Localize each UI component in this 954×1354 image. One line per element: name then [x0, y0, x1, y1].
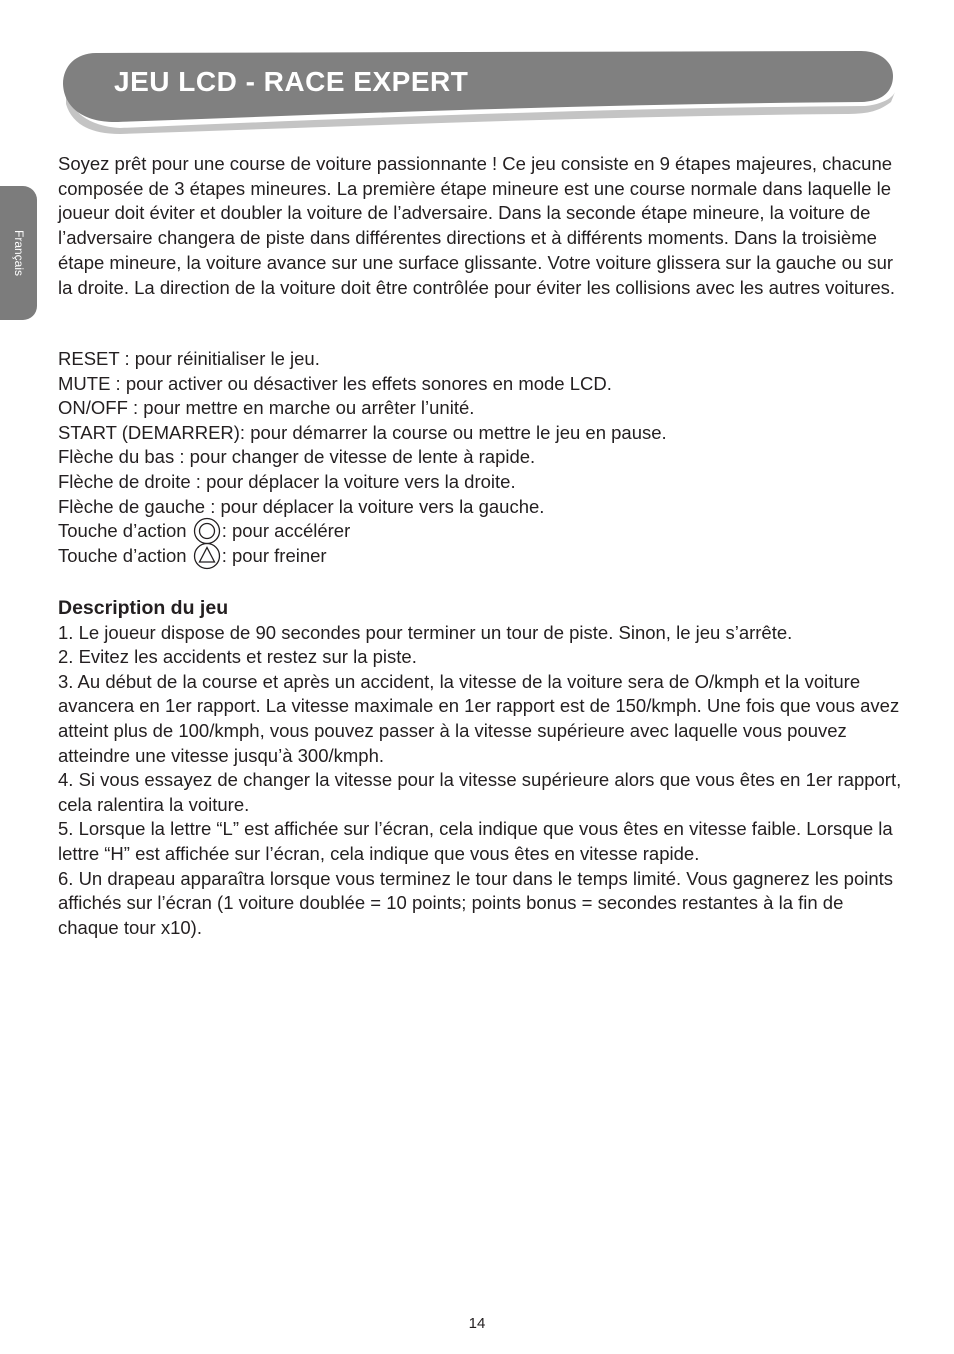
description-item-6: 6. Un drapeau apparaîtra lorsque vous terminez le tour dans le temps limité. Vous gagnerez les points affichés sur l’écran (1 voiture doublée = 10 points; points bonus = secondes restantes à la fin de chaque tour x10). — [58, 867, 894, 938]
control-action-circle — [58, 519, 898, 544]
action-prefix: Touche d’action — [58, 544, 187, 566]
page-title: JEU LCD - RACE EXPERT — [114, 66, 469, 97]
description-title: Description du jeu — [58, 597, 229, 619]
game-description — [58, 596, 903, 940]
controls-list — [58, 347, 898, 568]
control-reset: RESET : pour réinitialiser le jeu. — [58, 348, 320, 369]
language-tab — [0, 186, 37, 320]
control-onoff: ON/OFF : pour mettre en marche ou arrêter l’unité. — [58, 397, 475, 419]
description-item-3: 3. Au début de la course et après un accident, la vitesse de la voiture sera de O/kmph et la voiture avancera en 1er rapport. La vitesse maximale en 1er rapport est de 150/kmph. Une fois que vous avez atteint plus de 100/kmph, vous pouvez passer à la vitesse supérieure avec laquelle vous pouvez atteindre une vitesse jusqu’à 300/kmph. — [58, 670, 900, 766]
page-number: 14 — [468, 1315, 486, 1332]
language-tab-label: Français — [11, 229, 26, 277]
triangle-button-icon — [193, 542, 221, 570]
description-item-4: 4. Si vous essayez de changer la vitesse pour la vitesse supérieure alors que vous êtes en 1er rapport, cela ralentira la voiture. — [58, 769, 902, 815]
action-circle-text: : pour accélérer — [221, 520, 351, 542]
control-down-arrow: Flèche du bas : pour changer de vitesse de lente à rapide. — [58, 446, 536, 468]
action-triangle-text: : pour freiner — [221, 544, 327, 566]
control-left-arrow: Flèche de gauche : pour déplacer la voiture vers la gauche. — [58, 495, 545, 517]
description-item-5: 5. Lorsque la lettre “L” est affichée sur l’écran, cela indique que vous êtes en vitesse faible. Lorsque la lettre “H” est affichée sur l’écran, cela indique que vous êtes en vitesse rapide. — [58, 818, 893, 864]
intro-paragraph: Soyez prêt pour une course de voiture passionnante ! Ce jeu consiste en 9 étapes majeures, chacune composée de 3 étapes mineures. La première étape mineure est une course normale dans laquelle le joueur doit éviter et doubler la voiture de l’adversaire. Dans la seconde étape mineure, la voiture de l’adversaire changera de piste dans différentes directions et à différents moments. Dans la troisième étape mineure, la voiture avance sur une surface glissante. Votre voiture glissera sur la gauche ou sur la droite. La direction de la voiture doit être contrôlée pour éviter les collisions avec les autres voitures. — [58, 153, 896, 298]
control-action-triangle — [58, 544, 898, 569]
description-item-1: 1. Le joueur dispose de 90 secondes pour terminer un tour de piste. Sinon, le jeu s’arrête. — [58, 621, 793, 643]
control-right-arrow: Flèche de droite : pour déplacer la voiture vers la droite. — [58, 470, 516, 492]
description-item-2: 2. Evitez les accidents et restez sur la piste. — [58, 646, 417, 668]
action-prefix: Touche d’action — [58, 520, 187, 542]
control-mute: MUTE : pour activer ou désactiver les effets sonores en mode LCD. — [58, 372, 612, 394]
control-start: START (DEMARRER): pour démarrer la course ou mettre le jeu en pause. — [58, 421, 667, 443]
